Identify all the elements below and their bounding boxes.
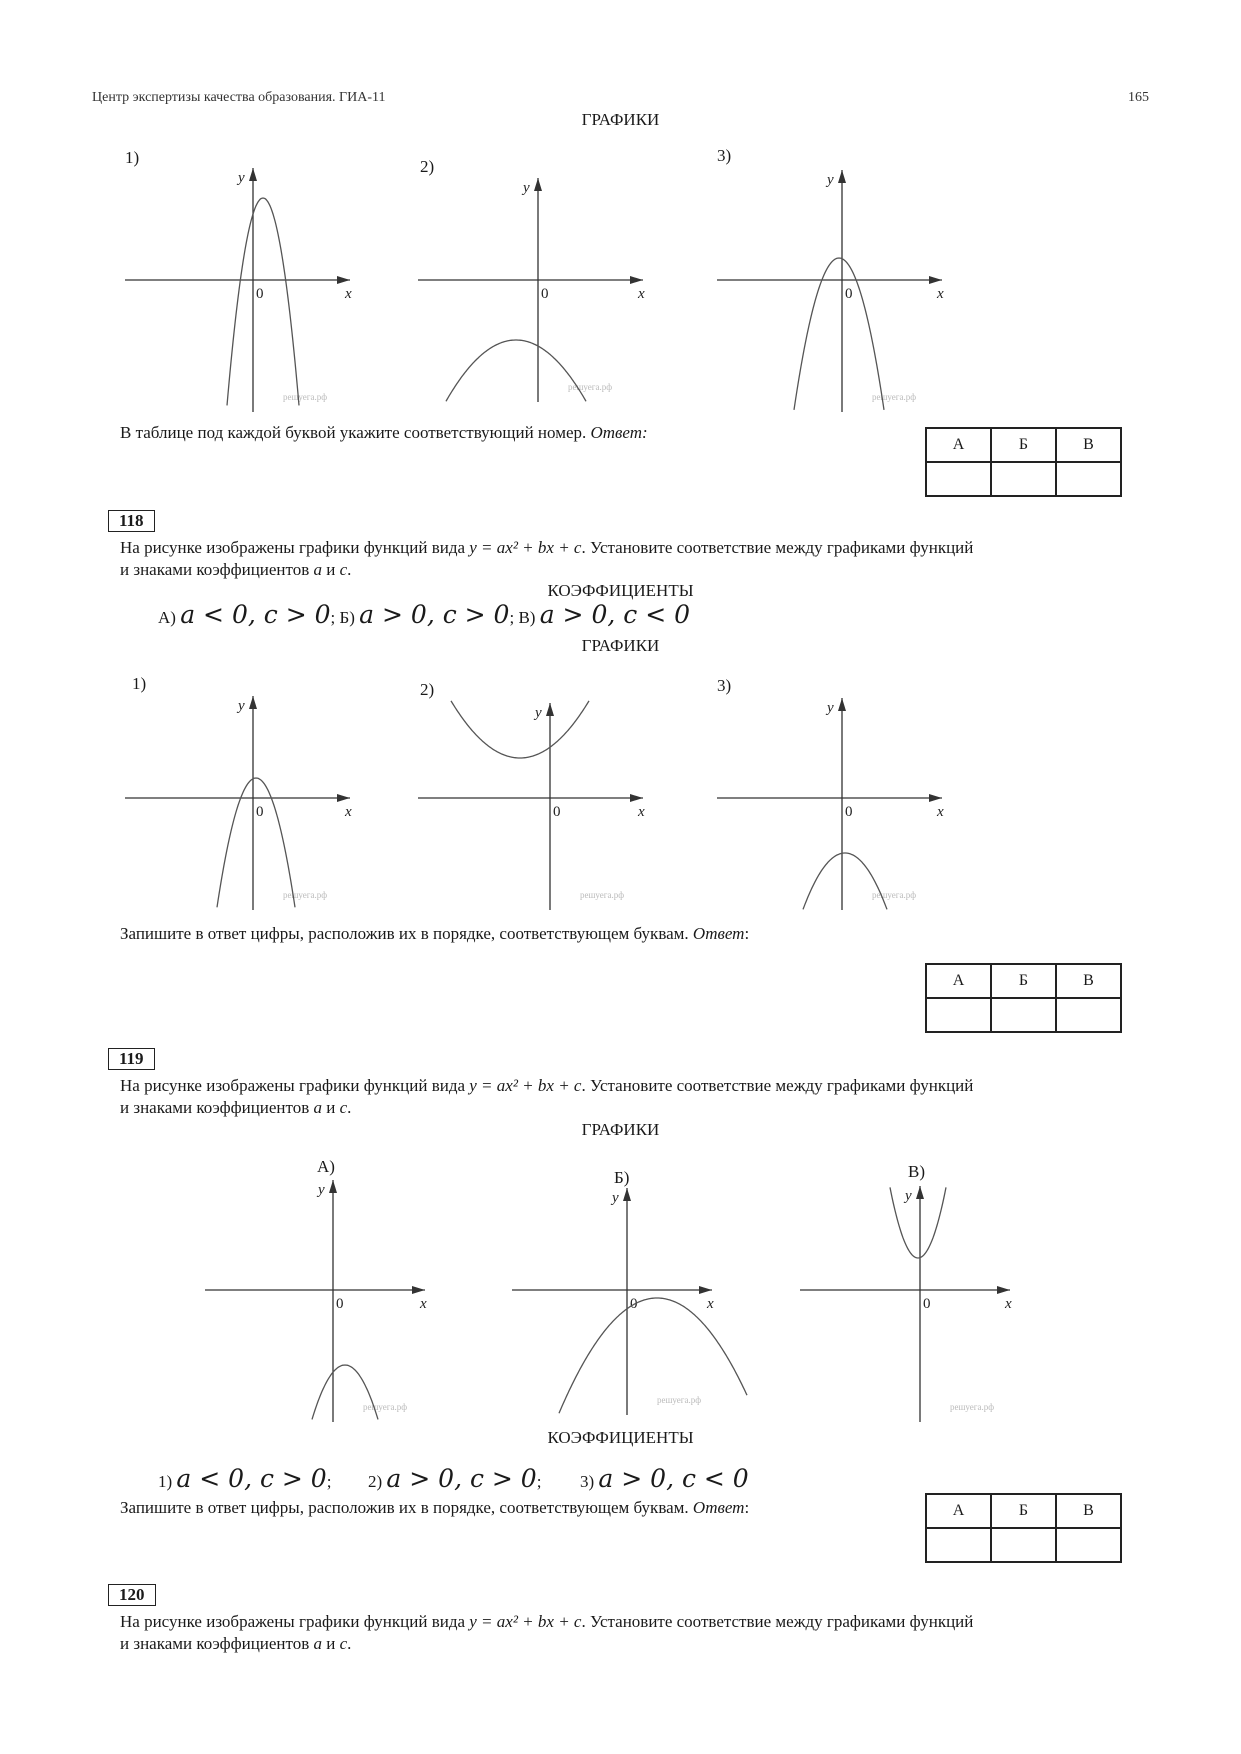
answer-header-a: А bbox=[926, 964, 991, 998]
y-axis-label: y bbox=[612, 1190, 619, 1206]
watermark: решуега.рф bbox=[363, 1402, 408, 1412]
graph-label: 1) bbox=[132, 674, 147, 693]
y-axis-label: y bbox=[905, 1188, 912, 1204]
origin-label: 0 bbox=[553, 804, 561, 820]
x-axis-arrow bbox=[337, 276, 350, 284]
watermark: решуега.рф bbox=[872, 392, 917, 402]
answer-cell-v[interactable] bbox=[1056, 1528, 1121, 1562]
graph-label: 2) bbox=[420, 157, 435, 176]
page-number: 165 bbox=[1128, 90, 1149, 105]
task-text: На рисунке изображены графики функций вида y = ax² + bx + c. Установите соответствие между графиками функций и знаками коэффициентов a и c. bbox=[120, 538, 974, 579]
origin-label: 0 bbox=[845, 804, 853, 820]
x-axis-arrow bbox=[997, 1286, 1010, 1294]
answer-header-v: В bbox=[1056, 1494, 1121, 1528]
parabola-graph bbox=[125, 688, 375, 910]
task-text: На рисунке изображены графики функций вида y = ax² + bx + c. Установите соответствие между графиками функций и знаками коэффициентов a и c. bbox=[120, 1076, 974, 1117]
answer-table bbox=[925, 1493, 1122, 1563]
graph-label: В) bbox=[908, 1162, 925, 1181]
y-axis-label: y bbox=[827, 172, 834, 188]
answer-cell-v[interactable] bbox=[1056, 462, 1121, 496]
answer-header-b: Б bbox=[991, 1494, 1056, 1528]
x-axis-label: x bbox=[638, 804, 645, 820]
graph-label: Б) bbox=[614, 1168, 630, 1187]
x-axis-arrow bbox=[337, 794, 350, 802]
x-axis-label: x bbox=[937, 804, 944, 820]
y-axis-label: y bbox=[238, 170, 245, 186]
x-axis-label: x bbox=[1005, 1296, 1012, 1312]
y-axis-arrow bbox=[249, 168, 257, 181]
answer-cell-v[interactable] bbox=[1056, 998, 1121, 1032]
parabola-graph bbox=[717, 690, 967, 910]
parabola-graph bbox=[125, 160, 375, 412]
task-number: 119 bbox=[108, 1048, 155, 1070]
coefficient-option: 3) a > 0, c < 0 bbox=[580, 1464, 749, 1493]
watermark: решуега.рф bbox=[580, 890, 625, 900]
answer-cell-b[interactable] bbox=[991, 1528, 1056, 1562]
x-axis-arrow bbox=[630, 794, 643, 802]
origin-label: 0 bbox=[845, 286, 853, 302]
coefficients-title: КОЭФФИЦИЕНТЫ bbox=[547, 581, 694, 600]
answer-table bbox=[925, 427, 1122, 497]
instruction-text: Запишите в ответ цифры, расположив их в порядке, соответствующем буквам. Ответ: bbox=[120, 924, 750, 943]
answer-cell-b[interactable] bbox=[991, 462, 1056, 496]
x-axis-arrow bbox=[699, 1286, 712, 1294]
answer-header-a: А bbox=[926, 1494, 991, 1528]
x-axis-label: x bbox=[707, 1296, 714, 1312]
graph-label: 3) bbox=[717, 676, 732, 695]
task-number: 118 bbox=[108, 510, 155, 532]
graph-label: 2) bbox=[420, 680, 435, 699]
y-axis-label: y bbox=[827, 700, 834, 716]
parabola-graph bbox=[418, 170, 668, 402]
x-axis-label: x bbox=[345, 804, 352, 820]
parabola-curve bbox=[803, 853, 887, 909]
watermark: решуега.рф bbox=[283, 890, 328, 900]
coefficient-option: 2) a > 0, c > 0; bbox=[368, 1464, 542, 1493]
y-axis-arrow bbox=[838, 698, 846, 711]
answer-cell-a[interactable] bbox=[926, 462, 991, 496]
answer-header-v: В bbox=[1056, 964, 1121, 998]
x-axis-label: x bbox=[420, 1296, 427, 1312]
watermark: решуега.рф bbox=[657, 1395, 702, 1405]
y-axis-label: y bbox=[318, 1182, 325, 1198]
y-axis-arrow bbox=[534, 178, 542, 191]
y-axis-arrow bbox=[623, 1188, 631, 1201]
x-axis-arrow bbox=[412, 1286, 425, 1294]
parabola-graph bbox=[717, 162, 967, 412]
answer-header-b: Б bbox=[991, 964, 1056, 998]
y-axis-label: y bbox=[535, 705, 542, 721]
graph-label: 1) bbox=[125, 148, 140, 167]
task-number: 120 bbox=[108, 1584, 156, 1606]
y-axis-arrow bbox=[249, 696, 257, 709]
watermark: решуега.рф bbox=[568, 382, 613, 392]
x-axis-arrow bbox=[929, 794, 942, 802]
answer-header-b: Б bbox=[991, 428, 1056, 462]
x-axis-label: x bbox=[638, 286, 645, 302]
watermark: решуега.рф bbox=[283, 392, 328, 402]
origin-label: 0 bbox=[336, 1296, 344, 1312]
instruction-text: Запишите в ответ цифры, расположив их в порядке, соответствующем буквам. Ответ: bbox=[120, 1498, 750, 1517]
x-axis-label: x bbox=[937, 286, 944, 302]
origin-label: 0 bbox=[256, 286, 264, 302]
parabola-curve bbox=[794, 258, 884, 410]
answer-header-v: В bbox=[1056, 428, 1121, 462]
y-axis-arrow bbox=[916, 1186, 924, 1199]
parabola-graph bbox=[512, 1180, 737, 1415]
parabola-curve bbox=[451, 701, 589, 758]
graph-label: А) bbox=[317, 1157, 335, 1176]
x-axis-label: x bbox=[345, 286, 352, 302]
answer-cell-a[interactable] bbox=[926, 998, 991, 1032]
watermark: решуега.рф bbox=[872, 890, 917, 900]
origin-label: 0 bbox=[630, 1296, 638, 1312]
y-axis-arrow bbox=[329, 1180, 337, 1193]
parabola-curve bbox=[446, 340, 586, 401]
origin-label: 0 bbox=[541, 286, 549, 302]
y-axis-label: y bbox=[238, 698, 245, 714]
graphs-title: ГРАФИКИ bbox=[581, 636, 660, 655]
graphs-title: ГРАФИКИ bbox=[581, 1120, 660, 1139]
answer-header-a: А bbox=[926, 428, 991, 462]
answer-cell-a[interactable] bbox=[926, 1528, 991, 1562]
graphs-title: ГРАФИКИ bbox=[581, 110, 660, 129]
parabola-curve bbox=[559, 1298, 747, 1413]
y-axis-label: y bbox=[523, 180, 530, 196]
origin-label: 0 bbox=[923, 1296, 931, 1312]
page-header: Центр экспертизы качества образования. ГИА-11 bbox=[92, 90, 386, 105]
answer-table bbox=[925, 963, 1122, 1033]
x-axis-arrow bbox=[630, 276, 643, 284]
y-axis-arrow bbox=[838, 170, 846, 183]
watermark: решуега.рф bbox=[950, 1402, 995, 1412]
task-text: На рисунке изображены графики функций вида y = ax² + bx + c. Установите соответствие между графиками функций и знаками коэффициентов a и c. bbox=[120, 1612, 974, 1653]
answer-cell-b[interactable] bbox=[991, 998, 1056, 1032]
parabola-graph bbox=[800, 1178, 1035, 1422]
graph-label: 3) bbox=[717, 146, 732, 165]
parabola-graph bbox=[205, 1172, 450, 1422]
coefficients-list: А) a < 0, c > 0; Б) a > 0, c > 0; В) a > 0, c < 0 bbox=[158, 600, 690, 629]
origin-label: 0 bbox=[256, 804, 264, 820]
coefficients-title: КОЭФФИЦИЕНТЫ bbox=[547, 1428, 694, 1447]
parabola-graph bbox=[418, 695, 668, 910]
coefficient-option: 1) a < 0, c > 0; bbox=[158, 1464, 332, 1493]
y-axis-arrow bbox=[546, 703, 554, 716]
x-axis-arrow bbox=[929, 276, 942, 284]
instruction-text: В таблице под каждой буквой укажите соответствующий номер. Ответ: bbox=[120, 423, 648, 442]
